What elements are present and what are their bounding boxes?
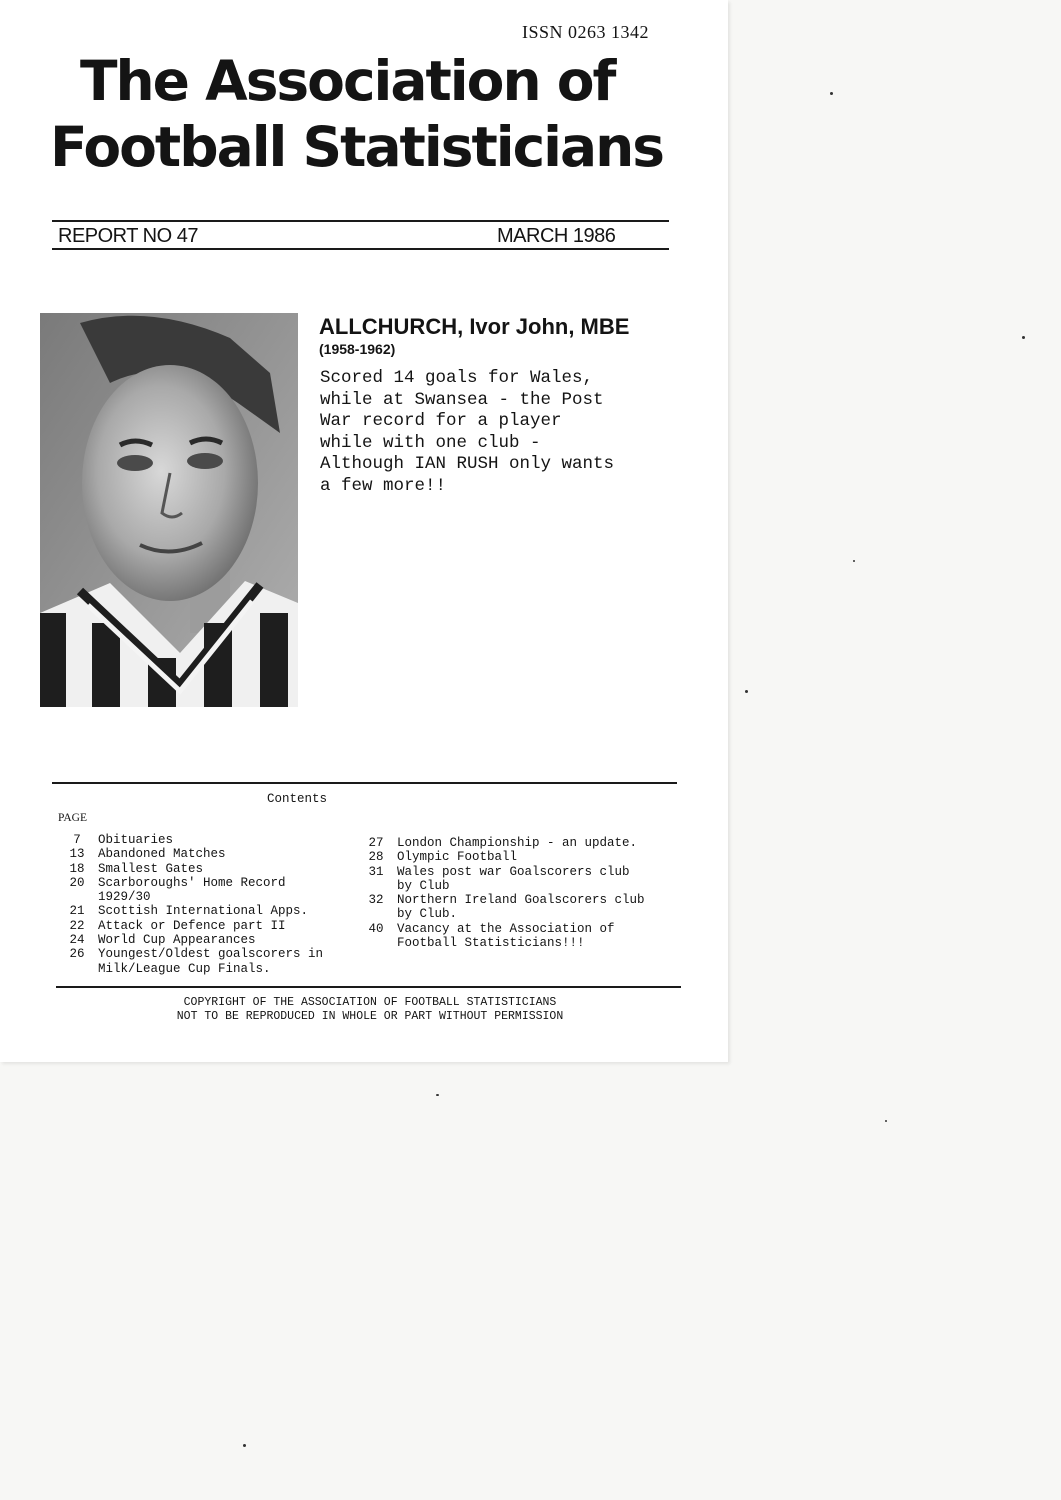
toc-page-number: 24 bbox=[69, 933, 85, 948]
toc-title: Olympic Football bbox=[397, 850, 518, 865]
toc-page-number: 20 bbox=[69, 875, 85, 890]
scan-speck bbox=[745, 690, 748, 693]
toc-page-number: 26 bbox=[69, 947, 85, 962]
toc-entry bbox=[56, 833, 356, 847]
contents-rule-bottom bbox=[56, 986, 681, 988]
scan-speck bbox=[830, 92, 833, 95]
toc-page-number: 7 bbox=[73, 833, 81, 847]
header-rule-top bbox=[52, 220, 669, 222]
header-rule-bottom bbox=[52, 248, 669, 250]
toc-entry bbox=[56, 947, 356, 976]
scan-speck bbox=[885, 1120, 887, 1122]
toc-entry bbox=[355, 865, 685, 894]
toc-entry bbox=[56, 847, 356, 861]
toc-entry bbox=[355, 836, 685, 850]
toc-entry bbox=[355, 893, 685, 922]
toc-title: Northern Ireland Goalscorers club by Club. bbox=[397, 893, 645, 922]
player-portrait-image bbox=[40, 313, 298, 707]
contents-column-left bbox=[56, 833, 356, 976]
toc-page-number: 21 bbox=[69, 904, 85, 919]
toc-page-number: 28 bbox=[368, 850, 384, 865]
feature-player-years: (1958-1962) bbox=[319, 341, 396, 357]
report-number: REPORT NO 47 bbox=[58, 225, 198, 247]
masthead-line-1: The Association of bbox=[80, 49, 615, 113]
toc-entry bbox=[355, 850, 685, 864]
player-photo bbox=[40, 313, 298, 707]
contents-column-right bbox=[355, 836, 685, 950]
toc-page-number: 31 bbox=[368, 864, 384, 879]
toc-entry bbox=[355, 922, 685, 951]
toc-entry bbox=[56, 876, 356, 905]
copyright-notice bbox=[40, 996, 700, 1024]
toc-entry bbox=[56, 862, 356, 876]
report-date: MARCH 1986 bbox=[497, 225, 616, 247]
toc-page-number: 32 bbox=[368, 893, 384, 908]
toc-page-number: 40 bbox=[368, 921, 384, 936]
toc-title: London Championship - an update. bbox=[397, 836, 638, 850]
toc-entry bbox=[56, 904, 356, 918]
toc-title: Scottish International Apps. bbox=[98, 904, 309, 919]
toc-entry bbox=[56, 933, 356, 947]
toc-page-number: 18 bbox=[69, 861, 85, 876]
scan-speck bbox=[1022, 336, 1025, 339]
scan-speck bbox=[436, 1094, 439, 1096]
toc-title: Wales post war Goalscorers club by Club bbox=[397, 864, 630, 893]
contents-rule-top bbox=[52, 782, 677, 784]
toc-title: Scarboroughs' Home Record 1929/30 bbox=[98, 875, 286, 905]
feature-description: Scored 14 goals for Wales, while at Swansea - the Post War record for a player while with one club - Although IAN RUSH only wants a few more!! bbox=[320, 368, 615, 496]
feature-player-name: ALLCHURCH, Ivor John, MBE bbox=[319, 314, 630, 339]
toc-entry bbox=[56, 919, 356, 933]
toc-title: Obituaries bbox=[98, 833, 174, 847]
toc-title: Smallest Gates bbox=[98, 861, 204, 876]
toc-title: Vacancy at the Association of Football Statisticians!!! bbox=[397, 921, 615, 951]
report-cover-page bbox=[0, 0, 728, 1062]
masthead-line-2: Football Statisticians bbox=[50, 115, 664, 179]
scan-speck bbox=[243, 1444, 246, 1447]
toc-page-number: 22 bbox=[69, 918, 85, 933]
copyright-line-1: COPYRIGHT OF THE ASSOCIATION OF FOOTBALL STATISTICIANS bbox=[183, 996, 557, 1009]
copyright-line-2: NOT TO BE REPRODUCED IN WHOLE OR PART WITHOUT PERMISSION bbox=[176, 1010, 564, 1023]
scan-speck bbox=[853, 560, 855, 562]
toc-title: Attack or Defence part II bbox=[98, 918, 286, 933]
toc-page-number: 13 bbox=[69, 847, 85, 862]
masthead-title bbox=[50, 48, 680, 180]
contents-heading: Contents bbox=[267, 792, 328, 806]
toc-page-number: 27 bbox=[368, 836, 384, 850]
contents-page-label: PAGE bbox=[58, 812, 87, 824]
toc-title: Youngest/Oldest goalscorers in Milk/League Cup Finals. bbox=[98, 947, 324, 976]
toc-title: Abandoned Matches bbox=[98, 847, 226, 862]
toc-title: World Cup Appearances bbox=[98, 933, 256, 948]
issn-number: ISSN 0263 1342 bbox=[522, 22, 650, 42]
